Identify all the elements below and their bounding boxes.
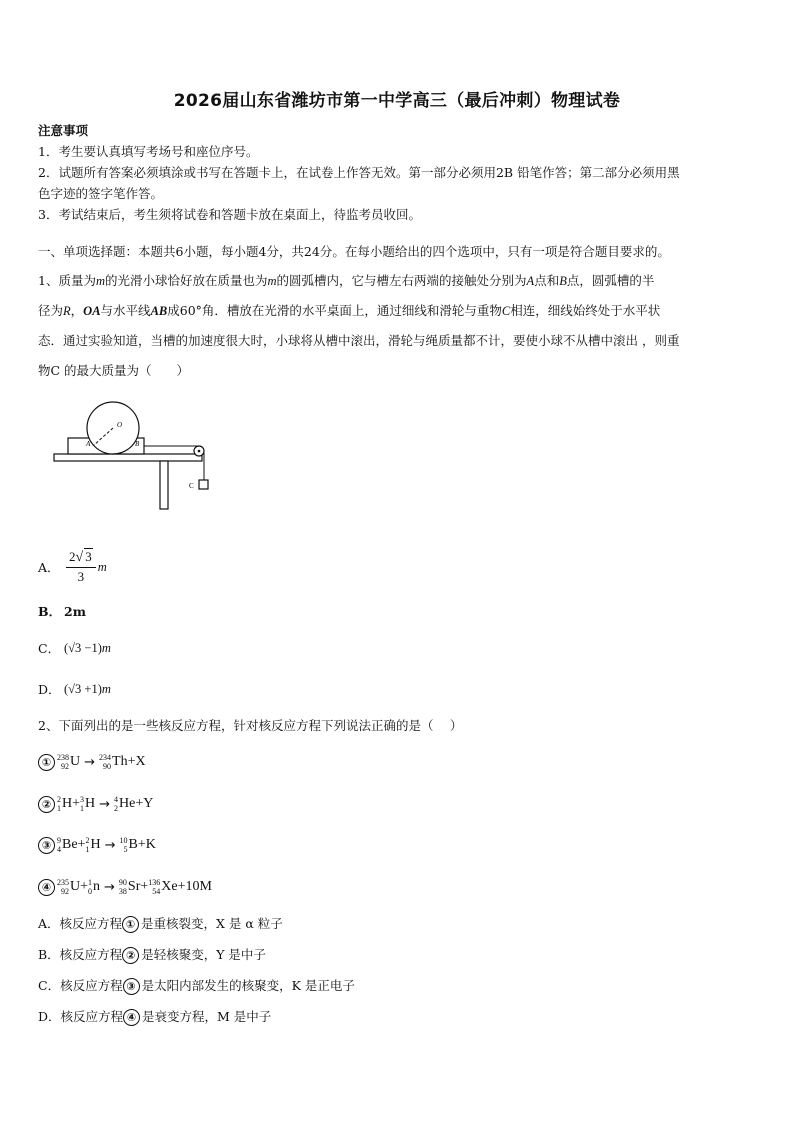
q1-option-b: B． 2m: [38, 603, 86, 619]
q2-choice-a: A．核反应方程 ① 是重核裂变，X 是 α 粒子: [38, 916, 283, 931]
reaction-equation-4: ④ 235 92 U+ 1 0 n → 90 38 Sr+ 136 54 Xe+10M: [38, 872, 212, 902]
weight-c: [199, 480, 208, 489]
notice-item: 1．考生要认真填写考场号和座位序号。: [38, 144, 259, 159]
q1-line: 1、质量为m的光滑小球恰好放在质量也为m的圆弧槽内，它与槽左右两端的接触处分别为A点和B点，圆弧槽的半: [38, 273, 655, 288]
q2-choice-b: B．核反应方程 ② 是轻核聚变，Y 是中子: [38, 947, 266, 962]
q1-option-d: D． (√3 +1) m: [38, 681, 111, 697]
section-heading: 一、单项选择题：本题共6小题，每小题4分，共24分。在每小题给出的四个选项中，只有一项是符合题目要求的。: [38, 244, 670, 259]
q2-choice-d: D．核反应方程 ④ 是衰变方程，M 是中子: [38, 1009, 272, 1024]
notice-block: [38, 120, 758, 225]
q1-line: 态．通过实验知道，当槽的加速度很大时，小球将从槽中滚出，滑轮与绳质量都不计，要使小球不从槽中滚出 ，则重: [38, 333, 680, 348]
reaction-equation-3: ③ 9 4 Be+ 2 1 H → 10 5 B+K: [38, 830, 156, 860]
notice-heading: 注意事项: [38, 123, 89, 138]
page-title: 2026届山东省潍坊市第一中学高三（最后冲刺）物理试卷: [173, 91, 621, 111]
notice-item: 色字迹的签字笔作答。: [38, 186, 164, 201]
pulley-axle: [198, 450, 201, 453]
reaction-equation-2: ② 2 1 H+ 3 1 H → 4 2 He+Y: [38, 789, 153, 819]
q1-option-c: C． (√3 −1) m: [38, 640, 111, 656]
q1-line: 径为R，OA与水平线AB成60°角．槽放在光滑的水平桌面上，通过细线和滑轮与重物C相连，细线始终处于水平状: [38, 303, 661, 318]
q1-figure: [50, 400, 220, 512]
label-o: O: [117, 421, 123, 429]
reaction-equation-1: ① 238 92 U → 234 90 Th+X: [38, 747, 146, 777]
fraction: $\frac{2√ 3}{3}$: [66, 549, 96, 585]
table-top: [54, 454, 202, 461]
label-a: A: [86, 440, 91, 448]
question-2-stem: 2、下面列出的是一些核反应方程，针对核反应方程下列说法正确的是（ ）: [38, 718, 463, 733]
label-b: B: [135, 440, 140, 448]
q2-choice-c: C．核反应方程 ③ 是太阳内部发生的核聚变，K 是正电子: [38, 978, 355, 993]
table-leg: [160, 461, 168, 509]
q1-option-a: A． $\frac{2√ 3}{3}$ m: [38, 549, 107, 584]
notice-item: 3．考试结束后，考生须将试卷和答题卡放在桌面上，待监考员收回。: [38, 207, 421, 222]
notice-item: 2．试题所有答案必须填涂或书写在答题卡上，在试卷上作答无效。第一部分必须用2B 铅笔作答；第二部分必须用黑: [38, 165, 680, 180]
label-c: C: [189, 482, 194, 490]
question-1-text: [38, 266, 760, 386]
q1-line: 物C 的最大质量为（ ）: [38, 363, 190, 378]
